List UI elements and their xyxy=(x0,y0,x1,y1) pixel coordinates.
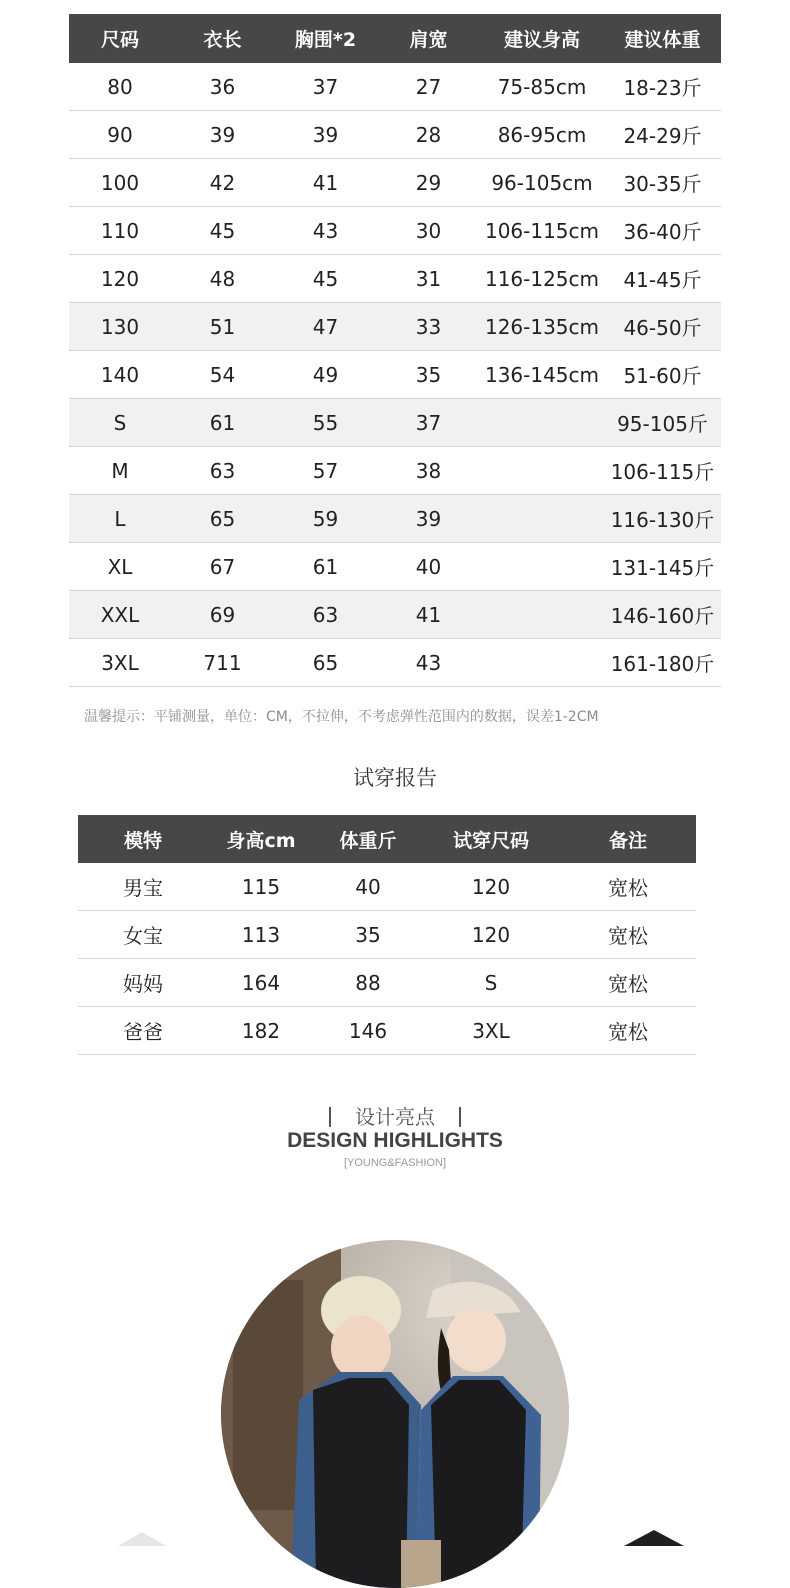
table-cell: 65 xyxy=(274,639,377,687)
table-cell: 24-29斤 xyxy=(604,111,721,159)
kids-vest-photo-illustration xyxy=(221,1240,569,1588)
table-cell: 42 xyxy=(171,159,274,207)
table-cell: 54 xyxy=(171,351,274,399)
table-cell: 39 xyxy=(274,111,377,159)
table-cell: 61 xyxy=(274,543,377,591)
size-chart-header-row xyxy=(69,14,721,63)
table-row xyxy=(78,911,696,959)
table-cell: 106-115cm xyxy=(480,207,604,255)
table-cell: 41-45斤 xyxy=(604,255,721,303)
table-cell: 51-60斤 xyxy=(604,351,721,399)
table-cell: 116-130斤 xyxy=(604,495,721,543)
table-cell: 90 xyxy=(69,111,171,159)
fit-report-table xyxy=(78,815,696,1055)
table-cell: 37 xyxy=(377,399,480,447)
size-header-cell: 肩宽 xyxy=(377,14,480,63)
table-cell: 33 xyxy=(377,303,480,351)
table-cell: 164 xyxy=(208,959,314,1007)
size-header-cell: 衣长 xyxy=(171,14,274,63)
table-cell: 100 xyxy=(69,159,171,207)
table-cell: 96-105cm xyxy=(480,159,604,207)
table-cell: 宽松 xyxy=(560,959,696,1007)
table-row xyxy=(69,63,721,111)
table-cell: 妈妈 xyxy=(78,959,208,1007)
table-cell: 86-95cm xyxy=(480,111,604,159)
design-highlights-title-en: DESIGN HIGHLIGHTS xyxy=(287,1129,503,1152)
table-cell: 30-35斤 xyxy=(604,159,721,207)
table-cell: 51 xyxy=(171,303,274,351)
table-row xyxy=(69,543,721,591)
table-cell: 69 xyxy=(171,591,274,639)
table-cell: 49 xyxy=(274,351,377,399)
divider-bar xyxy=(459,1107,461,1127)
table-cell xyxy=(480,399,604,447)
size-chart-table xyxy=(69,14,721,687)
table-cell: 120 xyxy=(69,255,171,303)
table-cell: 45 xyxy=(171,207,274,255)
fit-header-cell: 备注 xyxy=(560,815,696,863)
table-cell: 3XL xyxy=(69,639,171,687)
table-row xyxy=(69,639,721,687)
table-cell: 63 xyxy=(171,447,274,495)
table-cell: 43 xyxy=(274,207,377,255)
table-cell: 136-145cm xyxy=(480,351,604,399)
measurement-tip: 温馨提示：平铺测量，单位：CM，不拉伸，不考虑弹性范围内的数据，误差1-2CM xyxy=(84,709,599,725)
table-row xyxy=(69,255,721,303)
table-row xyxy=(69,591,721,639)
table-cell: 120 xyxy=(422,911,560,959)
decorative-triangle-right xyxy=(624,1530,684,1546)
table-cell: 28 xyxy=(377,111,480,159)
table-cell: 27 xyxy=(377,63,480,111)
table-cell: L xyxy=(69,495,171,543)
table-cell: 47 xyxy=(274,303,377,351)
table-cell: 80 xyxy=(69,63,171,111)
table-cell: 18-23斤 xyxy=(604,63,721,111)
table-cell: 29 xyxy=(377,159,480,207)
table-cell xyxy=(480,543,604,591)
decorative-triangle-left xyxy=(118,1532,166,1546)
table-cell: 67 xyxy=(171,543,274,591)
table-cell: 48 xyxy=(171,255,274,303)
table-cell: 宽松 xyxy=(560,1007,696,1055)
table-row xyxy=(78,1007,696,1055)
table-cell: 59 xyxy=(274,495,377,543)
table-cell: 95-105斤 xyxy=(604,399,721,447)
size-header-cell: 胸围*2 xyxy=(274,14,377,63)
table-cell: XXL xyxy=(69,591,171,639)
fit-header-cell: 身高cm xyxy=(208,815,314,863)
table-cell: 宽松 xyxy=(560,911,696,959)
table-cell: 40 xyxy=(314,863,422,911)
table-cell xyxy=(480,447,604,495)
table-cell: 182 xyxy=(208,1007,314,1055)
table-cell: 140 xyxy=(69,351,171,399)
table-cell: 146 xyxy=(314,1007,422,1055)
table-row xyxy=(69,399,721,447)
fit-report-title: 试穿报告 xyxy=(353,766,437,790)
design-highlights-title-cn xyxy=(0,1101,790,1130)
table-cell: 宽松 xyxy=(560,863,696,911)
table-cell: 116-125cm xyxy=(480,255,604,303)
table-cell: 146-160斤 xyxy=(604,591,721,639)
size-header-cell: 尺码 xyxy=(69,14,171,63)
table-cell: 131-145斤 xyxy=(604,543,721,591)
table-cell: 110 xyxy=(69,207,171,255)
table-cell: 39 xyxy=(377,495,480,543)
fit-header-cell: 试穿尺码 xyxy=(422,815,560,863)
fit-header-cell: 体重斤 xyxy=(314,815,422,863)
table-cell xyxy=(480,591,604,639)
table-cell: M xyxy=(69,447,171,495)
table-cell: 61 xyxy=(171,399,274,447)
divider-bar xyxy=(329,1107,331,1127)
table-cell: 36-40斤 xyxy=(604,207,721,255)
table-cell: 43 xyxy=(377,639,480,687)
table-cell: 31 xyxy=(377,255,480,303)
table-cell: 88 xyxy=(314,959,422,1007)
table-cell: 男宝 xyxy=(78,863,208,911)
table-cell: S xyxy=(422,959,560,1007)
design-highlights-subtitle: [YOUNG&FASHION] xyxy=(343,1157,447,1169)
table-cell: S xyxy=(69,399,171,447)
table-cell: 45 xyxy=(274,255,377,303)
product-photo-circle xyxy=(221,1240,569,1588)
table-cell: 爸爸 xyxy=(78,1007,208,1055)
table-cell: 75-85cm xyxy=(480,63,604,111)
table-cell: 36 xyxy=(171,63,274,111)
table-cell: 711 xyxy=(171,639,274,687)
table-cell: 161-180斤 xyxy=(604,639,721,687)
table-cell: 35 xyxy=(314,911,422,959)
table-cell: 57 xyxy=(274,447,377,495)
table-cell: XL xyxy=(69,543,171,591)
table-row xyxy=(69,495,721,543)
fit-report-header-row xyxy=(78,815,696,863)
table-row xyxy=(69,207,721,255)
table-cell: 30 xyxy=(377,207,480,255)
table-cell: 37 xyxy=(274,63,377,111)
size-header-cell: 建议身高 xyxy=(480,14,604,63)
table-cell: 46-50斤 xyxy=(604,303,721,351)
table-row xyxy=(69,447,721,495)
table-cell: 130 xyxy=(69,303,171,351)
table-cell: 106-115斤 xyxy=(604,447,721,495)
table-cell: 41 xyxy=(274,159,377,207)
highlights-cn-text: 设计亮点 xyxy=(355,1105,435,1129)
table-cell: 39 xyxy=(171,111,274,159)
table-cell: 38 xyxy=(377,447,480,495)
table-row xyxy=(69,303,721,351)
table-cell: 35 xyxy=(377,351,480,399)
table-cell: 65 xyxy=(171,495,274,543)
table-cell: 113 xyxy=(208,911,314,959)
table-cell: 40 xyxy=(377,543,480,591)
table-row xyxy=(69,111,721,159)
table-cell: 55 xyxy=(274,399,377,447)
table-row xyxy=(78,959,696,1007)
table-cell: 115 xyxy=(208,863,314,911)
size-header-cell: 建议体重 xyxy=(604,14,721,63)
table-row xyxy=(78,863,696,911)
fit-header-cell: 模特 xyxy=(78,815,208,863)
table-cell: 126-135cm xyxy=(480,303,604,351)
table-cell: 63 xyxy=(274,591,377,639)
table-cell: 3XL xyxy=(422,1007,560,1055)
table-cell: 女宝 xyxy=(78,911,208,959)
table-row xyxy=(69,351,721,399)
table-row xyxy=(69,159,721,207)
table-cell xyxy=(480,495,604,543)
table-cell: 120 xyxy=(422,863,560,911)
table-cell xyxy=(480,639,604,687)
table-cell: 41 xyxy=(377,591,480,639)
